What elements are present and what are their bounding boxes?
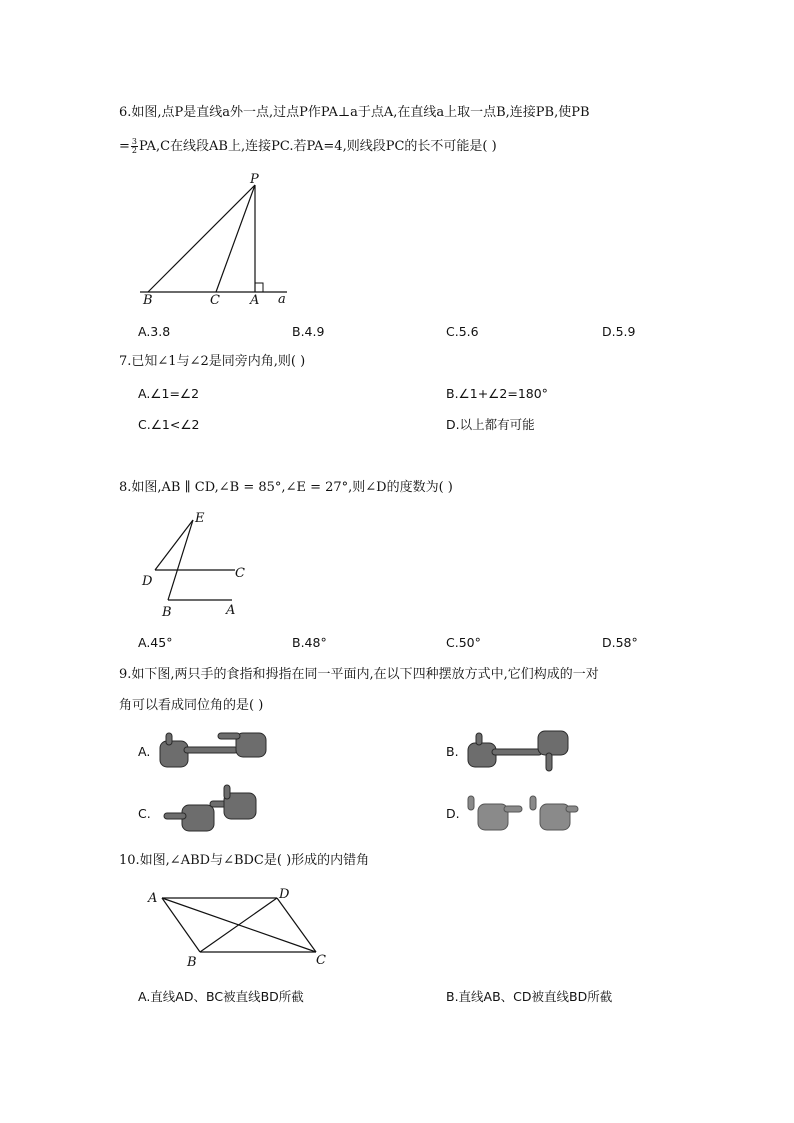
q6-option-d[interactable]: D.5.9 xyxy=(602,324,636,339)
q8-label-c: C xyxy=(235,566,245,581)
q9-stem-line1: 9.如下图,两只手的食指和拇指在同一平面内,在以下四种摆放方式中,它们构成的一对 xyxy=(119,667,599,682)
q10-label-c: C xyxy=(316,953,326,968)
q9-stem-line2: 角可以看成同位角的是( ) xyxy=(119,698,264,713)
q7-option-a[interactable]: A.∠1=∠2 xyxy=(138,386,200,401)
q9-option-c[interactable]: C. xyxy=(138,806,151,821)
q6-option-a[interactable]: A.3.8 xyxy=(138,324,171,339)
q8-label-a: A xyxy=(226,603,236,618)
q6-label-p: P xyxy=(250,172,259,187)
q8-option-d[interactable]: D.58° xyxy=(602,635,638,650)
q6-label-line-a: a xyxy=(278,292,286,307)
q8-label-d: D xyxy=(142,574,153,589)
q6-stem-rest: PA,C在线段AB上,连接PC.若PA=4,则线段PC的长不可能是( ) xyxy=(139,139,497,154)
q9-option-b[interactable]: B. xyxy=(446,744,459,759)
q10-option-a[interactable]: A.直线AD、BC被直线BD所截 xyxy=(138,989,304,1004)
q7-option-b[interactable]: B.∠1+∠2=180° xyxy=(446,386,548,401)
q6-fraction: $\frac{3}{2}$ xyxy=(131,137,137,155)
q9-option-a[interactable]: A. xyxy=(138,744,151,759)
q6-equals: = xyxy=(119,139,130,154)
q8-option-b[interactable]: B.48° xyxy=(292,635,327,650)
q6-stem-line1: 6.如图,点P是直线a外一点,过点P作PA⊥a于点A,在直线a上取一点B,连接PB,使PB xyxy=(119,105,590,120)
q7-stem: 7.已知∠1与∠2是同旁内角,则( ) xyxy=(119,354,306,369)
q9-option-d[interactable]: D. xyxy=(446,806,460,821)
q10-label-b: B xyxy=(187,955,197,970)
q10-label-d: D xyxy=(279,887,290,902)
q7-option-d[interactable]: D.以上都有可能 xyxy=(446,417,535,432)
q10-label-a: A xyxy=(148,891,158,906)
q8-option-c[interactable]: C.50° xyxy=(446,635,481,650)
q6-label-c: C xyxy=(210,293,220,308)
q8-stem: 8.如图,AB ∥ CD,∠B = 85°,∠E = 27°,则∠D的度数为( ) xyxy=(119,480,453,495)
q8-option-a[interactable]: A.45° xyxy=(138,635,173,650)
q7-option-c[interactable]: C.∠1<∠2 xyxy=(138,417,200,432)
q10-stem: 10.如图,∠ABD与∠BDC是( )形成的内错角 xyxy=(119,853,370,868)
q6-option-b[interactable]: B.4.9 xyxy=(292,324,325,339)
q8-label-e: E xyxy=(195,511,205,526)
q8-label-b: B xyxy=(162,605,172,620)
q6-label-a: A xyxy=(250,293,260,308)
q6-option-c[interactable]: C.5.6 xyxy=(446,324,479,339)
q6-label-b: B xyxy=(143,293,153,308)
q10-option-b[interactable]: B.直线AB、CD被直线BD所截 xyxy=(446,989,613,1004)
